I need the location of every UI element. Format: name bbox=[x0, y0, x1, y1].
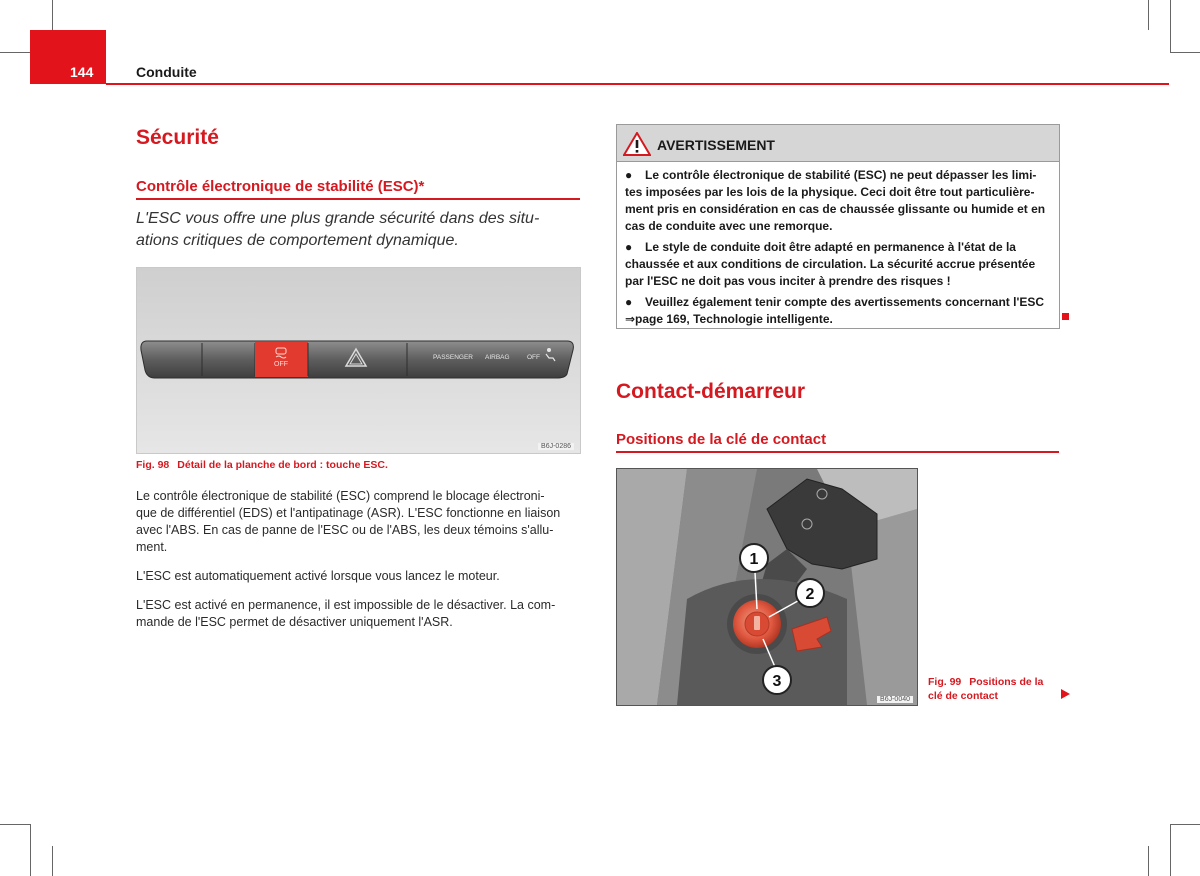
crop-mark bbox=[1170, 52, 1200, 53]
page-number: 144 bbox=[70, 64, 94, 80]
callout-2-label: 2 bbox=[805, 586, 815, 603]
section-title: Contact-démarreur bbox=[616, 380, 806, 403]
paragraph-line: L'ESC est activé en permanence, il est impossible de le désactiver. La com- bbox=[136, 598, 556, 612]
intro-line: L'ESC vous offre une plus grande sécurité dans des situ- bbox=[136, 210, 540, 227]
paragraph-line: avec l'ABS. En cas de panne de l'ESC ou de l'ABS, les deux témoins s'allu- bbox=[136, 523, 554, 537]
warning-line: Le style de conduite doit être adapté en permanence à l'état de la bbox=[645, 240, 1016, 254]
subsection-rule bbox=[616, 451, 1059, 453]
paragraph-line: que de différentiel (EDS) et l'antipatinage (ASR). L'ESC fonctionne en liaison bbox=[136, 506, 561, 520]
paragraph-line: mande de l'ESC permet de désactiver uniquement l'ASR. bbox=[136, 615, 453, 629]
caption-text: Détail de la planche de bord : touche ESC. bbox=[177, 459, 388, 471]
running-head: Conduite bbox=[136, 64, 197, 80]
warning-link-line[interactable]: ⇒page 169, Technologie intelligente. bbox=[625, 312, 833, 326]
section-end-mark bbox=[1062, 313, 1069, 320]
warning-title: AVERTISSEMENT bbox=[657, 137, 775, 153]
subsection-rule bbox=[136, 198, 580, 200]
crop-mark bbox=[1148, 0, 1149, 30]
warning-header bbox=[617, 125, 1059, 162]
bullet: ● bbox=[625, 240, 633, 254]
intro-text bbox=[136, 208, 580, 252]
figure-esc-button bbox=[136, 267, 581, 454]
figure-code: B6J-0040 bbox=[877, 696, 913, 703]
passenger-label: PASSENGER bbox=[433, 354, 473, 361]
figure-caption bbox=[136, 459, 388, 471]
warning-line: cas de conduite avec une remorque. bbox=[625, 219, 833, 233]
warning-item bbox=[625, 239, 1051, 290]
header-rule bbox=[106, 83, 1169, 85]
continue-arrow-icon bbox=[1061, 689, 1070, 699]
caption-label: Fig. 99 bbox=[928, 676, 962, 688]
warning-line: Le contrôle électronique de stabilité (ESC) ne peut dépasser les limi- bbox=[645, 168, 1037, 182]
subsection-title: Positions de la clé de contact bbox=[616, 431, 827, 448]
warning-line: ment pris en considération en cas de chaussée glissante ou humide et en bbox=[625, 202, 1046, 216]
ignition-illustration bbox=[617, 469, 917, 705]
warning-box bbox=[616, 124, 1060, 329]
caption-text: Positions de la bbox=[969, 676, 1044, 688]
paragraph-line: ment. bbox=[136, 540, 168, 554]
intro-line: ations critiques de comportement dynamique. bbox=[136, 232, 459, 249]
body-paragraph bbox=[136, 597, 580, 631]
body-paragraph bbox=[136, 488, 580, 556]
crop-mark bbox=[30, 824, 31, 876]
warning-line: tes imposées par les lois de la physique. Ceci doit être tout particulière- bbox=[625, 185, 1035, 199]
caption-label: Fig. 98 bbox=[136, 459, 170, 471]
crop-mark bbox=[1148, 846, 1149, 876]
paragraph-line: Le contrôle électronique de stabilité (ESC) comprend le blocage électroni- bbox=[136, 489, 545, 503]
paragraph-line: L'ESC est automatiquement activé lorsque vous lancez le moteur. bbox=[136, 569, 500, 583]
crop-mark bbox=[0, 824, 30, 825]
callout-1-label: 1 bbox=[749, 551, 759, 568]
crop-mark bbox=[52, 846, 53, 876]
caption-text: clé de contact bbox=[928, 690, 999, 702]
airbag-label: AIRBAG bbox=[485, 354, 510, 361]
bullet: ● bbox=[625, 168, 633, 182]
dashboard-panel-illustration bbox=[137, 268, 580, 453]
crop-mark bbox=[1170, 824, 1200, 825]
warning-item bbox=[625, 167, 1051, 235]
crop-mark bbox=[1170, 0, 1171, 52]
figure-ignition-positions bbox=[616, 468, 918, 706]
callout-1 bbox=[740, 544, 768, 572]
warning-triangle-icon bbox=[623, 132, 651, 156]
page-tab bbox=[30, 30, 106, 84]
crop-mark bbox=[1170, 824, 1171, 876]
warning-line: Veuillez également tenir compte des avertissements concernant l'ESC bbox=[645, 295, 1044, 309]
warning-body bbox=[617, 162, 1059, 328]
section-title: Sécurité bbox=[136, 126, 219, 149]
esc-off-button bbox=[255, 342, 308, 377]
callout-2 bbox=[796, 579, 824, 607]
callout-3 bbox=[763, 666, 791, 694]
warning-line: par l'ESC ne doit pas vous inciter à prendre des risques ! bbox=[625, 274, 951, 288]
subsection-title: Contrôle électronique de stabilité (ESC)* bbox=[136, 178, 425, 195]
crop-mark bbox=[0, 52, 30, 53]
warning-item bbox=[625, 294, 1051, 328]
bullet: ● bbox=[625, 295, 633, 309]
airbag-off-label: OFF bbox=[527, 354, 540, 361]
body-paragraph bbox=[136, 568, 580, 585]
crop-mark bbox=[52, 0, 53, 30]
esc-off-label: OFF bbox=[274, 361, 288, 368]
figure-caption bbox=[928, 675, 1043, 703]
figure-code: B6J-0286 bbox=[538, 443, 574, 450]
callout-3-label: 3 bbox=[772, 673, 782, 690]
warning-line: chaussée et aux conditions de circulation. La sécurité accrue présentée bbox=[625, 257, 1036, 271]
